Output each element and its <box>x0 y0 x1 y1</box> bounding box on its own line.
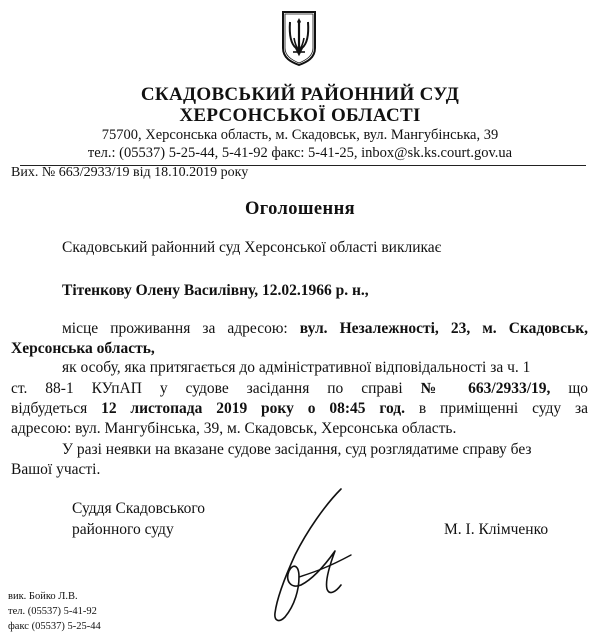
absence-line-1: У разі неявки на вказане судове засідання, суд розглядатиме справу без <box>62 441 532 458</box>
court-name-line-2: ХЕРСОНСЬКОЇ ОБЛАСТІ <box>179 105 421 126</box>
executor-fax: факс (05537) 5-25-44 <box>8 621 101 632</box>
absence-line-2: Вашої участі. <box>11 461 101 478</box>
case-line-2 <box>11 380 588 398</box>
court-contacts: тел.: (05537) 5-25-44, 5-41-92 факс: 5-41-25, inbox@sk.ks.court.gov.ua <box>87 145 513 161</box>
residence-prefix: місце проживання за адресою: <box>62 320 288 337</box>
court-name-line-1: СКАДОВСЬКИЙ РАЙОННИЙ СУД <box>140 84 460 105</box>
judge-position-line-2: районного суду <box>72 521 174 538</box>
intro-paragraph: Скадовський районний суд Херсонської області викликає <box>62 239 442 256</box>
case-line-4: адресою: вул. Мангубінська, 39, м. Скадовськ, Херсонська область. <box>11 420 457 437</box>
case-line-3 <box>11 400 588 418</box>
trident-coat-of-arms-icon <box>281 10 317 66</box>
case-line-3-text: відбудеться <box>11 400 88 417</box>
case-line-1: як особу, яка притягається до адміністративної відповідальності за ч. 1 <box>62 359 531 376</box>
case-line-2-text: ст. 88-1 КУпАП у судове засідання по справі <box>11 380 403 397</box>
document-title: Оголошення <box>244 199 356 219</box>
outgoing-reference: Вих. № 663/2933/19 від 18.10.2019 року <box>11 165 249 180</box>
summoned-person: Тітенкову Олену Василівну, 12.02.1966 р. н., <box>62 282 369 299</box>
hearing-datetime: 12 листопада 2019 року о 08:45 год. <box>101 400 406 417</box>
handwritten-signature-icon <box>255 485 365 625</box>
executor-phone: тел. (05537) 5-41-92 <box>8 606 97 617</box>
court-address: 75700, Херсонська область, м. Скадовськ, вул. Мангубінська, 39 <box>101 127 499 143</box>
judge-name: М. І. Клімченко <box>444 521 549 538</box>
case-line-2-end: що <box>568 380 589 397</box>
case-line-3-end: в приміщенні суду за <box>418 400 589 417</box>
residence-address: вул. Незалежності, 23, м. Скадовськ, <box>299 320 589 337</box>
residence-line-1 <box>11 320 588 338</box>
executor: вик. Бойко Л.В. <box>8 591 78 602</box>
case-number: № 663/2933/19, <box>420 380 551 397</box>
residence-region: Херсонська область, <box>11 340 155 357</box>
judge-position-line-1: Суддя Скадовського <box>72 500 206 517</box>
